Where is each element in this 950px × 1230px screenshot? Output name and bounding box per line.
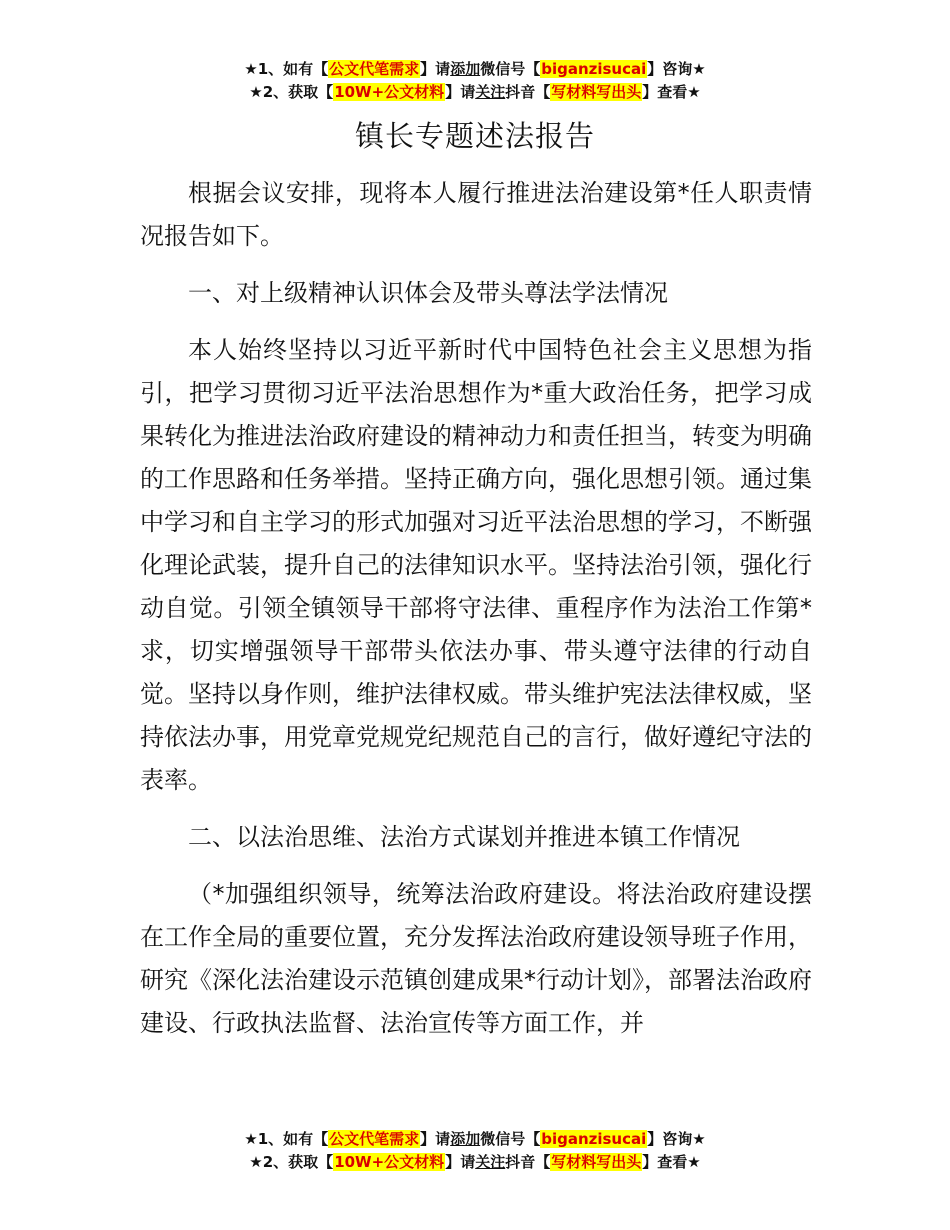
promo-text: 】请 [445, 1153, 476, 1171]
promo-text: 】请 [445, 83, 476, 101]
promo-underline: 添加 [450, 1130, 481, 1148]
promo-underline: 关注 [475, 83, 506, 101]
promo-line-1 [0, 1128, 950, 1151]
promo-text: 抖音【 [505, 83, 551, 101]
bottom-promo-banner [0, 1128, 950, 1174]
promo-wechat-id: biganzisucai [541, 60, 647, 78]
top-promo-banner [0, 58, 950, 104]
paragraph-section-2: （*加强组织领导，统筹法治政府建设。将法治政府建设摆在工作全局的重要位置，充分发挥法治政府建设领导班子作用，研究《深化法治建设示范镇创建成果*行动计划》，部署法治政府建设、行政执法监督、法治宣传等方面工作，并 [140, 880, 812, 1037]
promo-text: 微信号【 [480, 60, 541, 78]
promo-highlight: 公文代笔需求 [329, 1130, 420, 1148]
promo-wechat-id: biganzisucai [541, 1130, 647, 1148]
promo-highlight: 公文代笔需求 [329, 60, 420, 78]
promo-text: 】查看★ [642, 1153, 701, 1171]
document-title: 镇长专题述法报告 [354, 119, 595, 153]
promo-text: 抖音【 [505, 1153, 551, 1171]
promo-line-2 [0, 81, 950, 104]
paragraph-intro: 根据会议安排，现将本人履行推进法治建设第*任人职责情况报告如下。 [140, 179, 812, 250]
promo-text: 】请 [420, 1130, 451, 1148]
promo-underline: 关注 [475, 1153, 506, 1171]
promo-text: 微信号【 [480, 1130, 541, 1148]
promo-text: 】咨询★ [647, 1130, 706, 1148]
promo-douyin-id: 写材料写出头 [551, 83, 642, 101]
promo-text: 】咨询★ [647, 60, 706, 78]
promo-text: ★1、如有【 [244, 60, 329, 78]
promo-highlight: 10W+公文材料 [334, 83, 445, 101]
promo-line-1 [0, 58, 950, 81]
promo-text: ★1、如有【 [244, 1130, 329, 1148]
promo-douyin-id: 写材料写出头 [551, 1153, 642, 1171]
section-heading-2: 二、以法治思维、法治方式谋划并推进本镇工作情况 [188, 823, 740, 851]
promo-text: 】查看★ [642, 83, 701, 101]
section-heading-1: 一、对上级精神认识体会及带头尊法学法情况 [188, 279, 668, 307]
promo-text: 】请 [420, 60, 451, 78]
promo-line-2 [0, 1151, 950, 1174]
document-body [140, 172, 812, 1059]
promo-text: ★2、获取【 [249, 83, 334, 101]
promo-text: ★2、获取【 [249, 1153, 334, 1171]
promo-highlight: 10W+公文材料 [334, 1153, 445, 1171]
paragraph-section-1: 本人始终坚持以习近平新时代中国特色社会主义思想为指引，把学习贯彻习近平法治思想作为*重大政治任务，把学习成果转化为推进法治政府建设的精神动力和责任担当，转变为明确的工作思路和任务举措。坚持正确方向，强化思想引领。通过集中学习和自主学习的形式加强对习近平法治思想的学习，不断强化理论武装，提升自己的法律知识水平。坚持法治引领，强化行动自觉。引领全镇领导干部将守法律、重程序作为法治工作第*求，切实增强领导干部带头依法办事、带头遵守法律的行动自觉。坚持以身作则，维护法律权威。带头维护宪法法律权威，坚持依法办事，用党章党规党纪规范自己的言行，做好遵纪守法的表率。 [140, 336, 812, 794]
promo-underline: 添加 [450, 60, 481, 78]
